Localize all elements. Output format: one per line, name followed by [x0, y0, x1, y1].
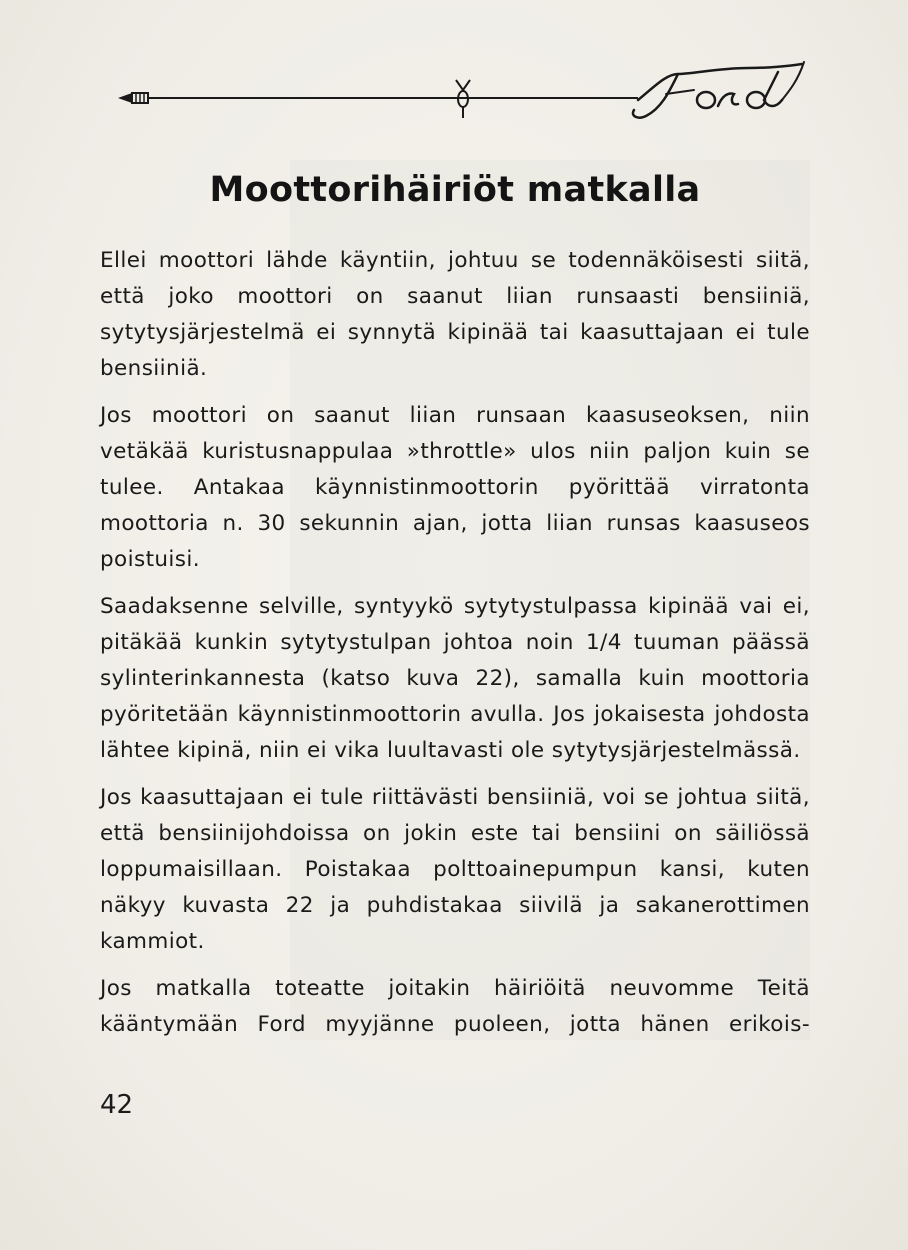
ford-logo	[633, 62, 804, 118]
page-title: Moottorihäiriöt matkalla	[209, 170, 701, 210]
paragraph-4: Jos kaasuttajaan ei tule riittävästi bensiiniä, voi se johtua siitä, että bensiinijohdoissa on jokin este tai bensiini on säiliössä loppumaisillaan. Poistakaa polttoainepumpun kansi, kuten näkyy kuvasta 22 ja puhdistakaa siivilä ja sakanerottimen kammiot.	[100, 785, 810, 954]
arrow-icon	[118, 93, 148, 103]
paragraph-2: Jos moottori on saanut liian runsaan kaasuseoksen, niin vetäkää kuristusnappulaa »throttle» ulos niin paljon kuin se tulee. Antakaa käynnistinmoottorin pyörittää virratonta moottoria n. 30 sekunnin ajan, jotta liian runsas kaasuseos poistuisi.	[100, 403, 810, 572]
paragraph-3: Saadaksenne selville, syntyykö sytytystulpassa kipinää vai ei, pitäkää kunkin sytytystulpan johtoa noin 1/4 tuuman päässä sylinterinkannesta (katso kuva 22), samalla kuin moottoria pyöritetään käynnistinmoottorin avulla. Jos jokaisesta johdosta lähtee kipinä, niin ei vika luultavasti ole sytytysjärjestelmässä.	[100, 594, 810, 763]
page-header	[118, 60, 808, 140]
paragraph-5: Jos matkalla toteatte joitakin häiriöitä neuvomme Teitä kääntymään Ford myyjänne puoleen, jotta hänen erikois-	[100, 976, 810, 1037]
body-text	[100, 243, 810, 1054]
header-ornament	[118, 60, 808, 140]
paragraph-1: Ellei moottori lähde käyntiin, johtuu se todennäköisesti siitä, että joko moottori on saanut liian runsaasti bensiiniä, sytytysjärjestelmä ei synnytä kipinää tai kaasuttajaan ei tule bensiiniä.	[100, 248, 810, 381]
page-number: 42	[100, 1090, 134, 1120]
